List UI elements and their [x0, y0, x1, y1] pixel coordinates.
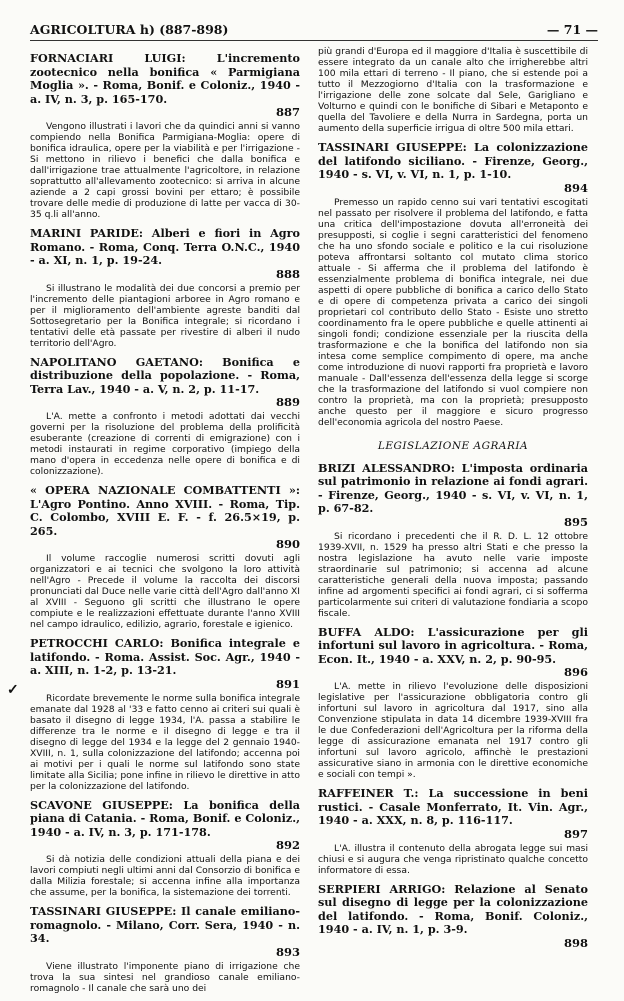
entry-896: [318, 626, 588, 781]
entry-abstract: Si ricordano i precedenti che il R. D. L. 12 ottobre 1939-XVII, n. 1529 ha presso altri Stati e che presso la nostra legislazione ha avuto nelle varie imposte straordinarie sul patrimonio; si accenna ad alcune caratteristiche generali della nuova imposta; passando infine ad argomenti specifici ai fondi agrari, ci si sofferma particolarmente sui criteri di valutazione fondiaria a scopo fiscale.: [318, 530, 588, 619]
entry-887: [30, 52, 300, 220]
entry-abstract: Il volume raccoglie numerosi scritti dovuti agli organizzatori e ai tecnici che svolgono la loro attività nell'Agro - Precede il volume la raccolta dei discorsi pronunciati dal Duce nelle varie città dell'Agro dall'anno XI al XVIII - Seguono gli scritti che illustrano le opere compiute e le realizzazioni effettuate durante l'anno XVIII nel campo idraulico, edilizio, agrario, forestale e igienico.: [30, 553, 301, 630]
entry-number: 888: [275, 266, 300, 281]
page-number: — 71 —: [546, 22, 598, 37]
entry-number: 892: [275, 838, 300, 852]
entry-heading: FORNACIARI LUIGI: L'incremento zootecnico nella bonifica « Parmigiana Moglia ». - Roma, Bonif. e Coloniz., 1940 - a. IV, n. 3, p. 165-170.: [30, 51, 300, 106]
entry-heading: NAPOLITANO GAETANO: Bonifica e distribuzione della popolazione. - Roma, Terra Lav., 1940 - a. V, n. 2, p. 11-17.: [30, 354, 300, 396]
entry-894: [318, 141, 588, 428]
entry-number: 898: [563, 935, 588, 950]
entry-number: 887: [275, 105, 300, 119]
right-column: [318, 44, 588, 957]
entry-number: 896: [563, 665, 588, 679]
header-rule: [30, 40, 598, 41]
entry-number: 890: [275, 537, 300, 551]
entry-heading: « OPERA NAZIONALE COMBATTENTI »: L'Agro Pontino. Anno XVIII. - Roma, Tip. C. Colombo, XVIII E. F. - f. 26.5×19, p. 265.: [30, 483, 300, 538]
entry-heading: SERPIERI ARRIGO: Relazione al Senato sul disegno di legge per la colonizzazione del latifondo. - Roma, Bonif. Coloniz., 1940 - a. IV, n. 1, p. 3-9.: [318, 881, 588, 936]
entry-abstract: Si illustrano le modalità dei due concorsi a premio per l'incremento delle piantagioni arboree in Agro romano e per il miglioramento dell'ambiente agreste banditi dal Sottosegretario per la Bonifica integrale; si ricordano i tentativi delle età passate per rivestire di alberi il nudo territorio dell'Agro.: [30, 282, 300, 349]
entry-heading: MARINI PARIDE: Alberi e fiori in Agro Romano. - Roma, Conq. Terra O.N.C., 1940 - a. XI, n. 1, p. 19-24.: [30, 226, 300, 267]
entry-abstract: L'A. mette in rilievo l'evoluzione delle disposizioni legislative per l'assicurazione obbligatoria contro gli infortuni sul lavoro in agricoltura dal 1917, sino alla Convenzione stipulata in data 14 dicembre 1939-XVIII fra le due Confederazioni dell'Agricoltura per la riforma della legge di assicurazione emanata nel 1917 contro gli infortuni sul lavoro agricolo, affinchè le prestazioni assicurative siano in armonia con le direttive economiche e sociali con tempi ».: [318, 681, 588, 780]
entry-898: [318, 883, 588, 950]
header-section: AGRICOLTURA h) (887-898): [30, 22, 229, 37]
entry-abstract: L'A. illustra il contenuto della abrogata legge sui masi chiusi e si augura che venga ripristinato qualche concetto informatore di essa.: [318, 842, 588, 876]
entry-888: [30, 227, 300, 349]
entry-890: [30, 484, 300, 630]
entry-abstract: Vengono illustrati i lavori che da quindici anni si vanno compiendo nella Bonifica Parmigiana-Moglia: opere di bonifica idraulica, opere per la viabilità e per l'irrigazione - Si mettono in rilievo i benefici che dalla bonifica e dall'irrigazione trae attualmente l'agricoltore, in relazione soprattutto all'allevamento zootecnico: si arriva in alcune aziende a 2 capi grossi bovini per ettaro; è possibile trovare delle medie di produzione di latte per vacca di 30-35 q.li all'anno.: [30, 121, 300, 220]
entry-heading: RAFFEINER T.: La successione in beni rustici. - Casale Monferrato, It. Vin. Agr., 1940 - a. XXX, n. 8, p. 116-117.: [318, 786, 588, 827]
left-column: [30, 52, 300, 1001]
entry-heading: TASSINARI GIUSEPPE: Il canale emiliano-romagnolo. - Milano, Corr. Sera, 1940 - n. 34.: [30, 904, 300, 945]
entry-893-continued: [318, 46, 588, 134]
entry-number: 895: [563, 514, 588, 529]
entry-number: 897: [563, 826, 588, 841]
entry-892: [30, 799, 300, 899]
entry-number: 889: [275, 395, 300, 409]
entry-heading: TASSINARI GIUSEPPE: La colonizzazione del latifondo siciliano. - Firenze, Georg., 1940 - s. VI, v. VI, n. 1, p. 1-10.: [318, 140, 588, 181]
entry-893: [30, 905, 300, 994]
entry-number: 894: [563, 180, 588, 195]
entry-abstract: Si dà notizia delle condizioni attuali della piana e dei lavori compiuti negli ultimi anni dal Consorzio di bonifica e dalla Milizia forestale; si accenna infine alla importanza che assume, per la bonifica, la sistemazione dei torrenti.: [30, 854, 300, 898]
entry-abstract: più grandi d'Europa ed il maggiore d'Italia è suscettibile di essere integrato da un canale alto che irrigherebbe altri 100 mila ettari di terreno - Il piano, che si estende poi a tutto il Mezzogiorno d'Italia con la trasformazione e l'irrigazione delle zone solcate dal Sele, Garigliano e Volturno e quindi con le bonifiche di Sibari e Metaponto e quella del Tavoliere e della Nurra in Sardegna, porta un aumento della superficie irrigua di oltre 500 mila ettari.: [318, 46, 588, 134]
entry-abstract: Viene illustrato l'imponente piano di irrigazione che trova la sua sintesi nel grandioso canale emiliano-romagnolo - Il canale che sarà uno dei: [30, 960, 300, 994]
entry-heading: BRIZI ALESSANDRO: L'imposta ordinaria sul patrimonio in relazione ai fondi agrari. - Firenze, Georg., 1940 - s. VI, v. VI, n. 1, p. 67-82.: [318, 460, 588, 515]
entry-889: [30, 356, 300, 478]
entry-heading: BUFFA ALDO: L'assicurazione per gli infortuni sul lavoro in agricoltura. - Roma, Econ. It., 1940 - a. XXV, n. 2, p. 90-95.: [318, 624, 588, 666]
entry-abstract: Ricordate brevemente le norme sulla bonifica integrale emanate dal 1928 al '33 e fatto cenno ai criteri sui quali è basato il disegno di legge 1934, l'A. passa a stabilire le differenze tra le norme e il disegno di legge e tra il disegno di legge del 1934 e la legge del 2 gennaio 1940-XVIII, n. 1, sulla colonizzazione del latifondo; accenna poi ai motivi per i quali le norme sul latifondo sono state limitate alla Sicilia; pone infine in rilievo le direttive in atto per la colonizzazione del latifondo.: [30, 692, 300, 792]
entry-895: [318, 462, 588, 619]
entry-abstract: L'A. mette a confronto i metodi adottati dai vecchi governi per la risoluzione del problema della prolificità esuberante (creazione di correnti di emigrazione) con i metodi instaurati in regime corporativo (impiego della mano d'opera in eccedenza nelle opere di bonifica e di colonizzazione).: [30, 411, 300, 477]
entry-number: 891: [275, 676, 300, 691]
entry-number: 893: [275, 944, 300, 959]
entry-891: [30, 637, 300, 792]
section-title: LEGISLAZIONE AGRARIA: [377, 439, 529, 452]
margin-mark: ✓: [7, 682, 19, 698]
page-header: [30, 22, 598, 37]
entry-heading: PETROCCHI CARLO: Bonifica integrale e latifondo. - Roma. Assist. Soc. Agr., 1940 - a. XIII, n. 1-2, p. 13-21.: [30, 636, 300, 677]
entry-897: [318, 787, 588, 876]
entry-heading: SCAVONE GIUSEPPE: La bonifica della piana di Catania. - Roma, Bonif. e Coloniz., 1940 - a. IV, n. 3, p. 171-178.: [30, 797, 300, 839]
entry-abstract: Premesso un rapido cenno sui vari tentativi escogitati nel passato per risolvere il problema del latifondo, e fatta una critica dell'impostazione dovuta all'erroneità dei presupposti, si coglie i segni caratteristici del fenomeno che ha uno sfondo sociale e politico e la cui risoluzione poteva affrontarsi soltanto col mutato clima storico attuale - Si afferma che il problema del latifondo è essenzialmente problema di bonifica integrale, nei due aspetti di opere pubbliche di bonifica a carico dello Stato e di opere di competenza privata a carico dei singoli proprietari col contributo dello Stato - Esiste uno stretto coordinamento fra le opere pubbliche e quelle attinenti ai singoli fondi; condizione essenziale per la riuscita della trasformazione e che la bonifica del latifondo non sia intesa come semplice compimento di opere, ma anche come introduzione di nuovi rapporti fra proprietà e lavoro manuale - Dall'essenza dell'essenza della legge si scorge che la trasformazione del latifondo si vuol compiere non contro la proprietà, ma con la proprietà; presupposto anche questo per il maggiore e sicuro progresso dell'economia agricola del nostro Paese.: [318, 196, 588, 428]
